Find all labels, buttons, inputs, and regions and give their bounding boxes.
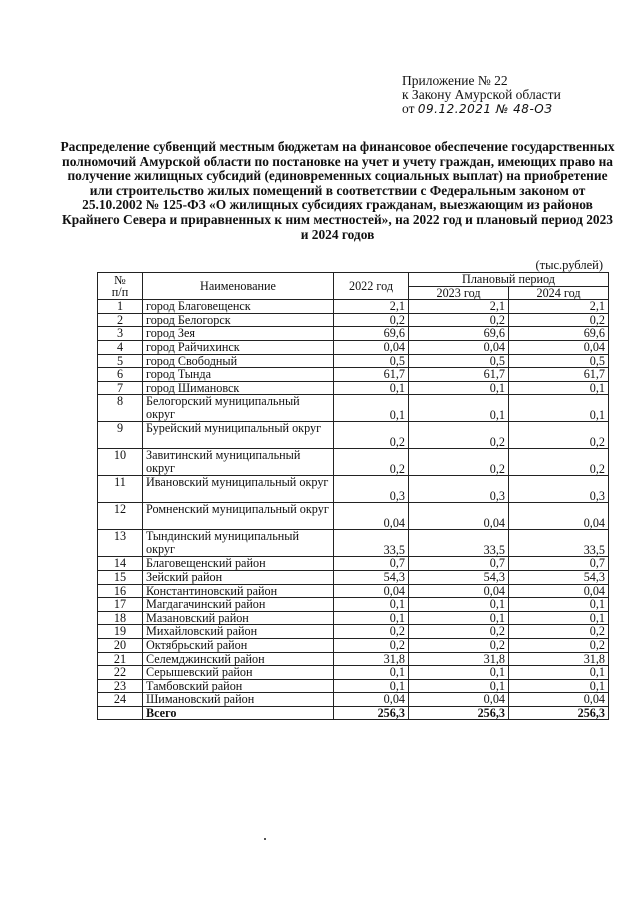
row-name: город Благовещенск <box>143 300 334 314</box>
row-number: 24 <box>98 693 143 707</box>
header-number-line2: п/п <box>111 285 129 300</box>
row-value-2022: 0,2 <box>334 313 409 327</box>
table-row <box>98 422 609 449</box>
row-name: Бурейский муниципальный округ <box>143 422 334 449</box>
row-value-2022: 0,1 <box>334 611 409 625</box>
table-row <box>98 395 609 422</box>
row-name: Ромненский муниципальный округ <box>143 503 334 530</box>
row-value-2023: 0,2 <box>409 625 509 639</box>
row-number: 12 <box>98 503 143 530</box>
row-value-2023: 0,1 <box>409 598 509 612</box>
row-value-2024: 0,7 <box>509 557 609 571</box>
row-value-2024: 0,2 <box>509 449 609 476</box>
row-name: Ивановский муниципальный округ <box>143 476 334 503</box>
header-name: Наименование <box>143 273 334 300</box>
table-row <box>98 557 609 571</box>
row-value-2022: 0,04 <box>334 584 409 598</box>
row-value-2022: 0,3 <box>334 476 409 503</box>
table-row <box>98 368 609 382</box>
row-value-2024: 0,1 <box>509 598 609 612</box>
row-value-2024: 2,1 <box>509 300 609 314</box>
row-number: 13 <box>98 530 143 557</box>
row-value-2024: 0,2 <box>509 625 609 639</box>
row-number: 3 <box>98 327 143 341</box>
row-value-2023: 0,1 <box>409 679 509 693</box>
header-2022: 2022 год <box>334 273 409 300</box>
table-row <box>98 584 609 598</box>
row-value-2023: 0,7 <box>409 557 509 571</box>
row-value-2024: 0,1 <box>509 679 609 693</box>
row-name: город Белогорск <box>143 313 334 327</box>
table-row <box>98 503 609 530</box>
row-value-2023: 0,04 <box>409 584 509 598</box>
row-number: 19 <box>98 625 143 639</box>
row-value-2022: 0,04 <box>334 693 409 707</box>
row-value-2023: 0,1 <box>409 611 509 625</box>
total-2024: 256,3 <box>509 706 609 720</box>
row-value-2023: 0,1 <box>409 666 509 680</box>
appendix-line-1: Приложение № 22 <box>402 73 508 88</box>
table-row <box>98 611 609 625</box>
scan-speck <box>264 838 266 840</box>
row-value-2024: 31,8 <box>509 652 609 666</box>
row-value-2022: 0,1 <box>334 666 409 680</box>
document-title: Распределение субвенций местным бюджетам на финансовое обеспечение государственных полномочий Амурской области по постановке на учет и учету граждан, имеющих право на получение жилищных субсидий (единовременных социальных выплат) на приобретение или строительство жилых помещений в соответствии с Федеральным законом от 25.10.2002 № 125-ФЗ «О жилищных субсидиях гражданам, выезжающим из районов Крайнего Севера и приравненных к ним местностей», на 2022 год и плановый период 2023 и 2024 годов <box>60 139 615 242</box>
row-name: Тындинский муниципальный округ <box>143 530 334 557</box>
table-row <box>98 381 609 395</box>
row-name: Шимановский район <box>143 693 334 707</box>
row-value-2022: 61,7 <box>334 368 409 382</box>
row-number: 15 <box>98 570 143 584</box>
row-value-2023: 61,7 <box>409 368 509 382</box>
subvention-table <box>97 272 609 720</box>
appendix-line-3 <box>402 102 561 116</box>
row-number: 11 <box>98 476 143 503</box>
header-2024: 2024 год <box>509 286 609 300</box>
table-row <box>98 313 609 327</box>
row-name: Серышевский район <box>143 666 334 680</box>
row-name: Мазановский район <box>143 611 334 625</box>
header-planned-period: Плановый период <box>409 273 609 287</box>
row-value-2024: 61,7 <box>509 368 609 382</box>
row-value-2024: 0,1 <box>509 611 609 625</box>
row-value-2022: 31,8 <box>334 652 409 666</box>
row-number: 20 <box>98 638 143 652</box>
row-value-2023: 0,04 <box>409 503 509 530</box>
row-value-2022: 0,2 <box>334 449 409 476</box>
header-number-line1: № <box>114 272 126 287</box>
row-value-2024: 0,1 <box>509 381 609 395</box>
row-name: город Свободный <box>143 354 334 368</box>
row-value-2023: 54,3 <box>409 570 509 584</box>
row-name: Тамбовский район <box>143 679 334 693</box>
row-number: 23 <box>98 679 143 693</box>
row-name: Завитинский муниципальный округ <box>143 449 334 476</box>
appendix-date-prefix: от <box>402 101 415 116</box>
row-value-2023: 0,3 <box>409 476 509 503</box>
row-value-2023: 0,04 <box>409 340 509 354</box>
row-value-2022: 54,3 <box>334 570 409 584</box>
table-row <box>98 666 609 680</box>
row-value-2024: 0,1 <box>509 666 609 680</box>
total-label: Всего <box>143 706 334 720</box>
units-label: (тыс.рублей) <box>535 258 603 272</box>
total-row <box>98 706 609 720</box>
total-number-cell <box>98 706 143 720</box>
row-number: 17 <box>98 598 143 612</box>
total-2022: 256,3 <box>334 706 409 720</box>
row-value-2023: 0,1 <box>409 395 509 422</box>
row-value-2024: 0,3 <box>509 476 609 503</box>
row-value-2023: 33,5 <box>409 530 509 557</box>
row-number: 2 <box>98 313 143 327</box>
row-value-2022: 0,1 <box>334 679 409 693</box>
row-name: город Зея <box>143 327 334 341</box>
row-name: Константиновский район <box>143 584 334 598</box>
row-value-2022: 0,2 <box>334 638 409 652</box>
row-value-2024: 0,04 <box>509 693 609 707</box>
row-number: 6 <box>98 368 143 382</box>
row-value-2024: 0,1 <box>509 395 609 422</box>
row-name: Зейский район <box>143 570 334 584</box>
row-value-2022: 0,1 <box>334 395 409 422</box>
row-value-2023: 0,2 <box>409 449 509 476</box>
row-number: 16 <box>98 584 143 598</box>
row-value-2022: 0,1 <box>334 598 409 612</box>
row-number: 1 <box>98 300 143 314</box>
row-value-2024: 0,2 <box>509 313 609 327</box>
row-value-2023: 0,2 <box>409 313 509 327</box>
row-value-2022: 0,7 <box>334 557 409 571</box>
row-name: Октябрьский район <box>143 638 334 652</box>
row-number: 4 <box>98 340 143 354</box>
table-row <box>98 638 609 652</box>
row-name: Михайловский район <box>143 625 334 639</box>
row-value-2024: 33,5 <box>509 530 609 557</box>
row-number: 7 <box>98 381 143 395</box>
row-name: Селемджинский район <box>143 652 334 666</box>
row-number: 5 <box>98 354 143 368</box>
table-row <box>98 476 609 503</box>
table-row <box>98 300 609 314</box>
appendix-block <box>402 74 561 116</box>
table-row <box>98 354 609 368</box>
row-value-2022: 0,1 <box>334 381 409 395</box>
table-row <box>98 449 609 476</box>
row-number: 18 <box>98 611 143 625</box>
row-number: 14 <box>98 557 143 571</box>
row-value-2022: 33,5 <box>334 530 409 557</box>
appendix-line-2: к Закону Амурской области <box>402 87 561 102</box>
row-name: Магдагачинский район <box>143 598 334 612</box>
table-row <box>98 570 609 584</box>
row-number: 9 <box>98 422 143 449</box>
row-value-2022: 2,1 <box>334 300 409 314</box>
row-value-2023: 0,04 <box>409 693 509 707</box>
table-row <box>98 625 609 639</box>
table-body <box>98 300 609 707</box>
row-value-2024: 0,04 <box>509 340 609 354</box>
row-value-2023: 0,2 <box>409 638 509 652</box>
table-row <box>98 598 609 612</box>
row-value-2024: 0,2 <box>509 422 609 449</box>
row-value-2023: 0,2 <box>409 422 509 449</box>
row-value-2023: 69,6 <box>409 327 509 341</box>
row-name: Благовещенский район <box>143 557 334 571</box>
row-number: 8 <box>98 395 143 422</box>
row-value-2024: 0,04 <box>509 503 609 530</box>
row-value-2024: 0,5 <box>509 354 609 368</box>
row-name: город Шимановск <box>143 381 334 395</box>
table-row <box>98 693 609 707</box>
row-name: Белогорский муниципальный округ <box>143 395 334 422</box>
row-number: 10 <box>98 449 143 476</box>
header-number <box>98 273 143 300</box>
row-name: город Тында <box>143 368 334 382</box>
row-value-2024: 0,2 <box>509 638 609 652</box>
row-value-2022: 0,04 <box>334 503 409 530</box>
row-value-2022: 69,6 <box>334 327 409 341</box>
header-2023: 2023 год <box>409 286 509 300</box>
table-row <box>98 652 609 666</box>
table-row <box>98 327 609 341</box>
row-value-2022: 0,2 <box>334 422 409 449</box>
table-row <box>98 679 609 693</box>
row-name: город Райчихинск <box>143 340 334 354</box>
row-number: 21 <box>98 652 143 666</box>
row-value-2022: 0,5 <box>334 354 409 368</box>
total-2023: 256,3 <box>409 706 509 720</box>
row-value-2024: 54,3 <box>509 570 609 584</box>
row-value-2024: 69,6 <box>509 327 609 341</box>
table-row <box>98 530 609 557</box>
handwritten-date-number: 09.12.2021 № 48-ОЗ <box>417 102 553 116</box>
row-value-2023: 31,8 <box>409 652 509 666</box>
row-value-2023: 2,1 <box>409 300 509 314</box>
table-row <box>98 340 609 354</box>
row-value-2023: 0,5 <box>409 354 509 368</box>
row-number: 22 <box>98 666 143 680</box>
row-value-2023: 0,1 <box>409 381 509 395</box>
row-value-2022: 0,04 <box>334 340 409 354</box>
row-value-2024: 0,04 <box>509 584 609 598</box>
row-value-2022: 0,2 <box>334 625 409 639</box>
